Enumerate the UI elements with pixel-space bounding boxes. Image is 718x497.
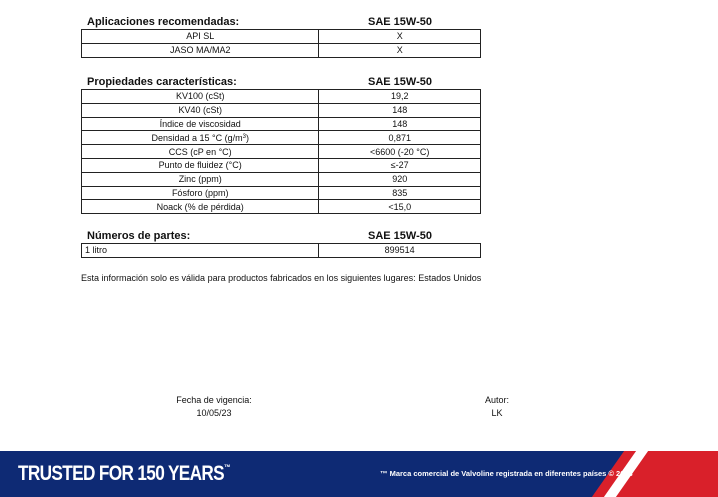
table-cell-value: 920: [319, 172, 481, 186]
table-row: [82, 117, 481, 131]
footer-trademark-notice: ™ Marca comercial de Valvoline registrada en diferentes países © 2023: [380, 469, 633, 478]
effective-date-label: Fecha de vigencia:: [176, 395, 252, 405]
table-cell-label: Fósforo (ppm): [82, 186, 319, 200]
table-cell-value: X: [319, 43, 481, 57]
author-value: LK: [491, 408, 503, 418]
table-cell-value: 19,2: [319, 90, 481, 104]
footer-banner: [0, 451, 718, 497]
table-cell-label: [82, 131, 319, 145]
table-row: [82, 200, 481, 214]
table-row: [82, 172, 481, 186]
properties-heading: Propiedades características:: [87, 76, 237, 88]
parts-table: [81, 243, 481, 258]
table-row: [82, 145, 481, 159]
applications-section: [81, 15, 481, 58]
properties-grade: SAE 15W-50: [368, 76, 432, 88]
table-row: [82, 30, 481, 44]
properties-table: [81, 89, 481, 214]
applications-grade: SAE 15W-50: [368, 16, 432, 28]
density-label-superscript: 3: [242, 133, 246, 140]
table-cell-value: X: [319, 30, 481, 44]
table-row: [82, 90, 481, 104]
footer-slogan: [18, 462, 230, 486]
table-cell-label: 1 litro: [82, 244, 319, 258]
table-cell-value: 148: [319, 117, 481, 131]
table-cell-value: 835: [319, 186, 481, 200]
table-cell-label: Noack (% de pérdida): [82, 200, 319, 214]
table-cell-value: 148: [319, 103, 481, 117]
footer-slogan-text: TRUSTED FOR 150 YEARS: [18, 462, 224, 485]
parts-header: [81, 229, 481, 243]
table-cell-label: CCS (cP en °C): [82, 145, 319, 159]
table-cell-label: Punto de fluidez (°C): [82, 158, 319, 172]
table-cell-value: <15,0: [319, 200, 481, 214]
parts-section: [81, 229, 481, 258]
effective-date-value: 10/05/23: [196, 408, 232, 418]
table-cell-label: Zinc (ppm): [82, 172, 319, 186]
table-row: [82, 103, 481, 117]
table-cell-label: API SL: [82, 30, 319, 44]
table-cell-value: 0,871: [319, 131, 481, 145]
table-cell-label: KV40 (cSt): [82, 103, 319, 117]
table-cell-label: JASO MA/MA2: [82, 43, 319, 57]
validity-note: Esta información solo es válida para productos fabricados en los siguientes lugares: Estados Unidos: [81, 273, 482, 283]
parts-heading: Números de partes:: [87, 230, 191, 242]
table-cell-value: <6600 (-20 °C): [319, 145, 481, 159]
density-label-close: ): [245, 132, 249, 143]
table-cell-label: Índice de viscosidad: [82, 117, 319, 131]
footer-slogan-tm: ™: [223, 463, 230, 472]
table-cell-value: 899514: [319, 244, 481, 258]
applications-table: [81, 29, 481, 58]
applications-header: [81, 15, 481, 29]
properties-section: [81, 75, 481, 214]
table-row: [82, 158, 481, 172]
table-row: [82, 186, 481, 200]
table-row: [82, 244, 481, 258]
density-label-text: Densidad a 15 °C (g/m: [151, 132, 243, 143]
author-block: [457, 394, 537, 420]
table-row: [82, 131, 481, 145]
properties-header: [81, 75, 481, 89]
author-label: Autor:: [484, 395, 509, 405]
effective-date-block: [154, 394, 274, 420]
parts-grade: SAE 15W-50: [368, 230, 432, 242]
table-cell-value: ≤-27: [319, 158, 481, 172]
table-row: [82, 43, 481, 57]
applications-heading: Aplicaciones recomendadas:: [87, 16, 240, 28]
table-cell-label: KV100 (cSt): [82, 90, 319, 104]
